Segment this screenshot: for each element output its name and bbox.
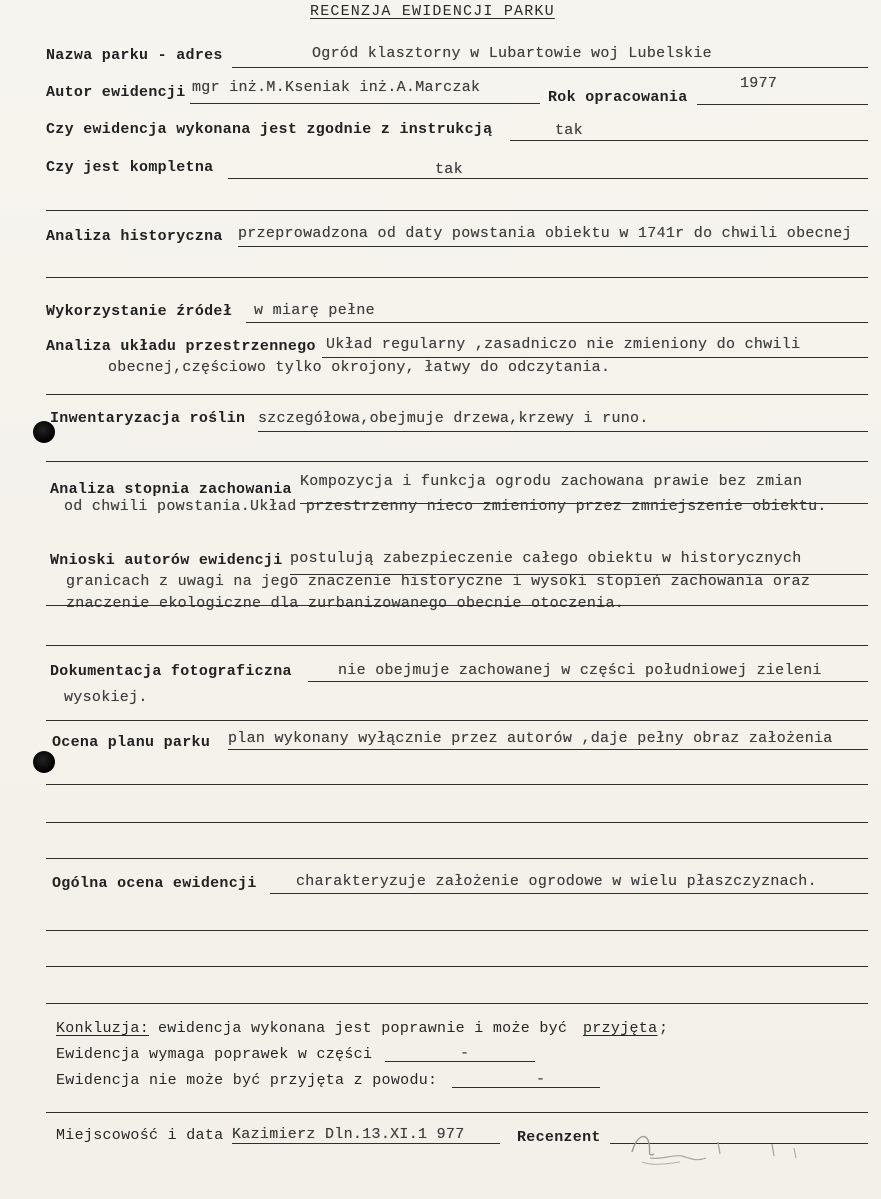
plan-value: plan wykonany wyłącznie przez autorów ,daje pełny obraz założenia (228, 730, 833, 747)
author-value: mgr inż.M.Kseniak inż.A.Marczak (192, 79, 481, 96)
park-name-rule (232, 67, 868, 68)
photos-line-2: wysokiej. (64, 689, 148, 706)
verdict-label: Konkluzja: (56, 1020, 150, 1037)
blank-rule (46, 858, 868, 859)
author-rule (190, 103, 540, 104)
complete-value: tak (435, 161, 463, 178)
sources-rule (246, 322, 868, 323)
preservation-line-1: Kompozycja i funkcja ogrodu zachowana prawie bez zmian (300, 473, 803, 490)
corrections-rule (385, 1061, 535, 1062)
photos-line-1: nie obejmuje zachowanej w części południowej zieleni (338, 662, 822, 679)
conclusions-line-2: granicach z uwagi na jego znaczenie historyczne i wysoki stopień zachowania oraz (66, 573, 811, 590)
instruction-label: Czy ewidencja wykonana jest zgodnie z instrukcją (46, 121, 493, 138)
rejection-rule (452, 1087, 600, 1088)
complete-label: Czy jest kompletna (46, 159, 214, 176)
blank-rule (46, 394, 868, 395)
plan-label: Ocena planu parku (52, 734, 211, 751)
preservation-label: Analiza stopnia zachowania (50, 481, 292, 498)
instruction-value: tak (555, 122, 583, 139)
blank-rule (46, 720, 868, 721)
verdict-emphasis: przyjęta (583, 1020, 658, 1037)
blank-rule (46, 930, 868, 931)
spatial-rule (322, 357, 868, 358)
blank-rule (46, 1112, 868, 1113)
overall-rule (270, 893, 868, 894)
blank-rule (46, 210, 868, 211)
spatial-line-2: obecnej,częściowo tylko okrojony, łatwy do odczytania. (108, 359, 611, 376)
historical-value: przeprowadzona od daty powstania obiektu w 1741r do chwili obecnej (238, 225, 852, 242)
blank-rule (46, 645, 868, 646)
punch-hole (33, 751, 55, 773)
conclusions-line-1: postulują zabezpieczenie całego obiektu w historycznych (290, 550, 802, 567)
year-value: 1977 (740, 75, 778, 92)
preservation-line-2: od chwili powstania.Układ przestrzenny nieco zmieniony przez zmniejszenie obiektu. (64, 498, 827, 515)
reviewer-signature (622, 1118, 822, 1168)
photos-label: Dokumentacja fotograficzna (50, 663, 292, 680)
year-label: Rok opracowania (548, 89, 688, 106)
spatial-label: Analiza układu przestrzennego (46, 338, 316, 355)
rejection-value: - (536, 1071, 546, 1088)
sources-value: w miarę pełne (254, 302, 375, 319)
document-title: RECENZJA EWIDENCJI PARKU (310, 3, 555, 20)
conclusions-label: Wnioski autorów ewidencji (50, 552, 283, 569)
place-date-label: Miejscowość i data (56, 1127, 224, 1144)
instruction-rule (510, 140, 868, 141)
plan-rule (228, 749, 868, 750)
rejection-label: Ewidencja nie może być przyjęta z powodu: (56, 1072, 438, 1089)
blank-rule (46, 277, 868, 278)
blank-rule (46, 966, 868, 967)
verdict-end: ; (659, 1020, 669, 1037)
blank-rule (46, 784, 868, 785)
overall-label: Ogólna ocena ewidencji (52, 875, 257, 892)
park-name-value: Ogród klasztorny w Lubartowie woj Lubelskie (312, 45, 712, 62)
complete-rule (228, 178, 868, 179)
park-name-label: Nazwa parku - adres (46, 47, 223, 64)
corrections-value: - (460, 1045, 470, 1062)
blank-rule (46, 1003, 868, 1004)
plants-value: szczegółowa,obejmuje drzewa,krzewy i runo. (258, 410, 649, 427)
spatial-line-1: Układ regularny ,zasadniczo nie zmieniony do chwili (326, 336, 801, 353)
conclusions-line-3: znaczenie ekologiczne dla zurbanizowanego obecnie otoczenia. (66, 595, 625, 612)
plants-label: Inwentaryzacja roślin (50, 410, 246, 427)
blank-rule (46, 822, 868, 823)
photos-rule (308, 681, 868, 682)
historical-label: Analiza historyczna (46, 228, 223, 245)
sources-label: Wykorzystanie źródeł (46, 303, 233, 320)
historical-rule (238, 246, 868, 247)
verdict-text: ewidencja wykonana jest poprawnie i może być (158, 1020, 568, 1037)
author-label: Autor ewidencji (46, 84, 186, 101)
place-date-rule (232, 1143, 500, 1144)
plants-rule (258, 431, 868, 432)
corrections-label: Ewidencja wymaga poprawek w części (56, 1046, 373, 1063)
place-date-value: Kazimierz Dln.13.XI.1 977 (232, 1126, 465, 1143)
reviewer-label: Recenzent (517, 1129, 601, 1146)
overall-value: charakteryzuje założenie ogrodowe w wielu płaszczyznach. (296, 873, 817, 890)
blank-rule (46, 461, 868, 462)
year-rule (697, 104, 868, 105)
conclusions-rule-2 (46, 605, 868, 606)
